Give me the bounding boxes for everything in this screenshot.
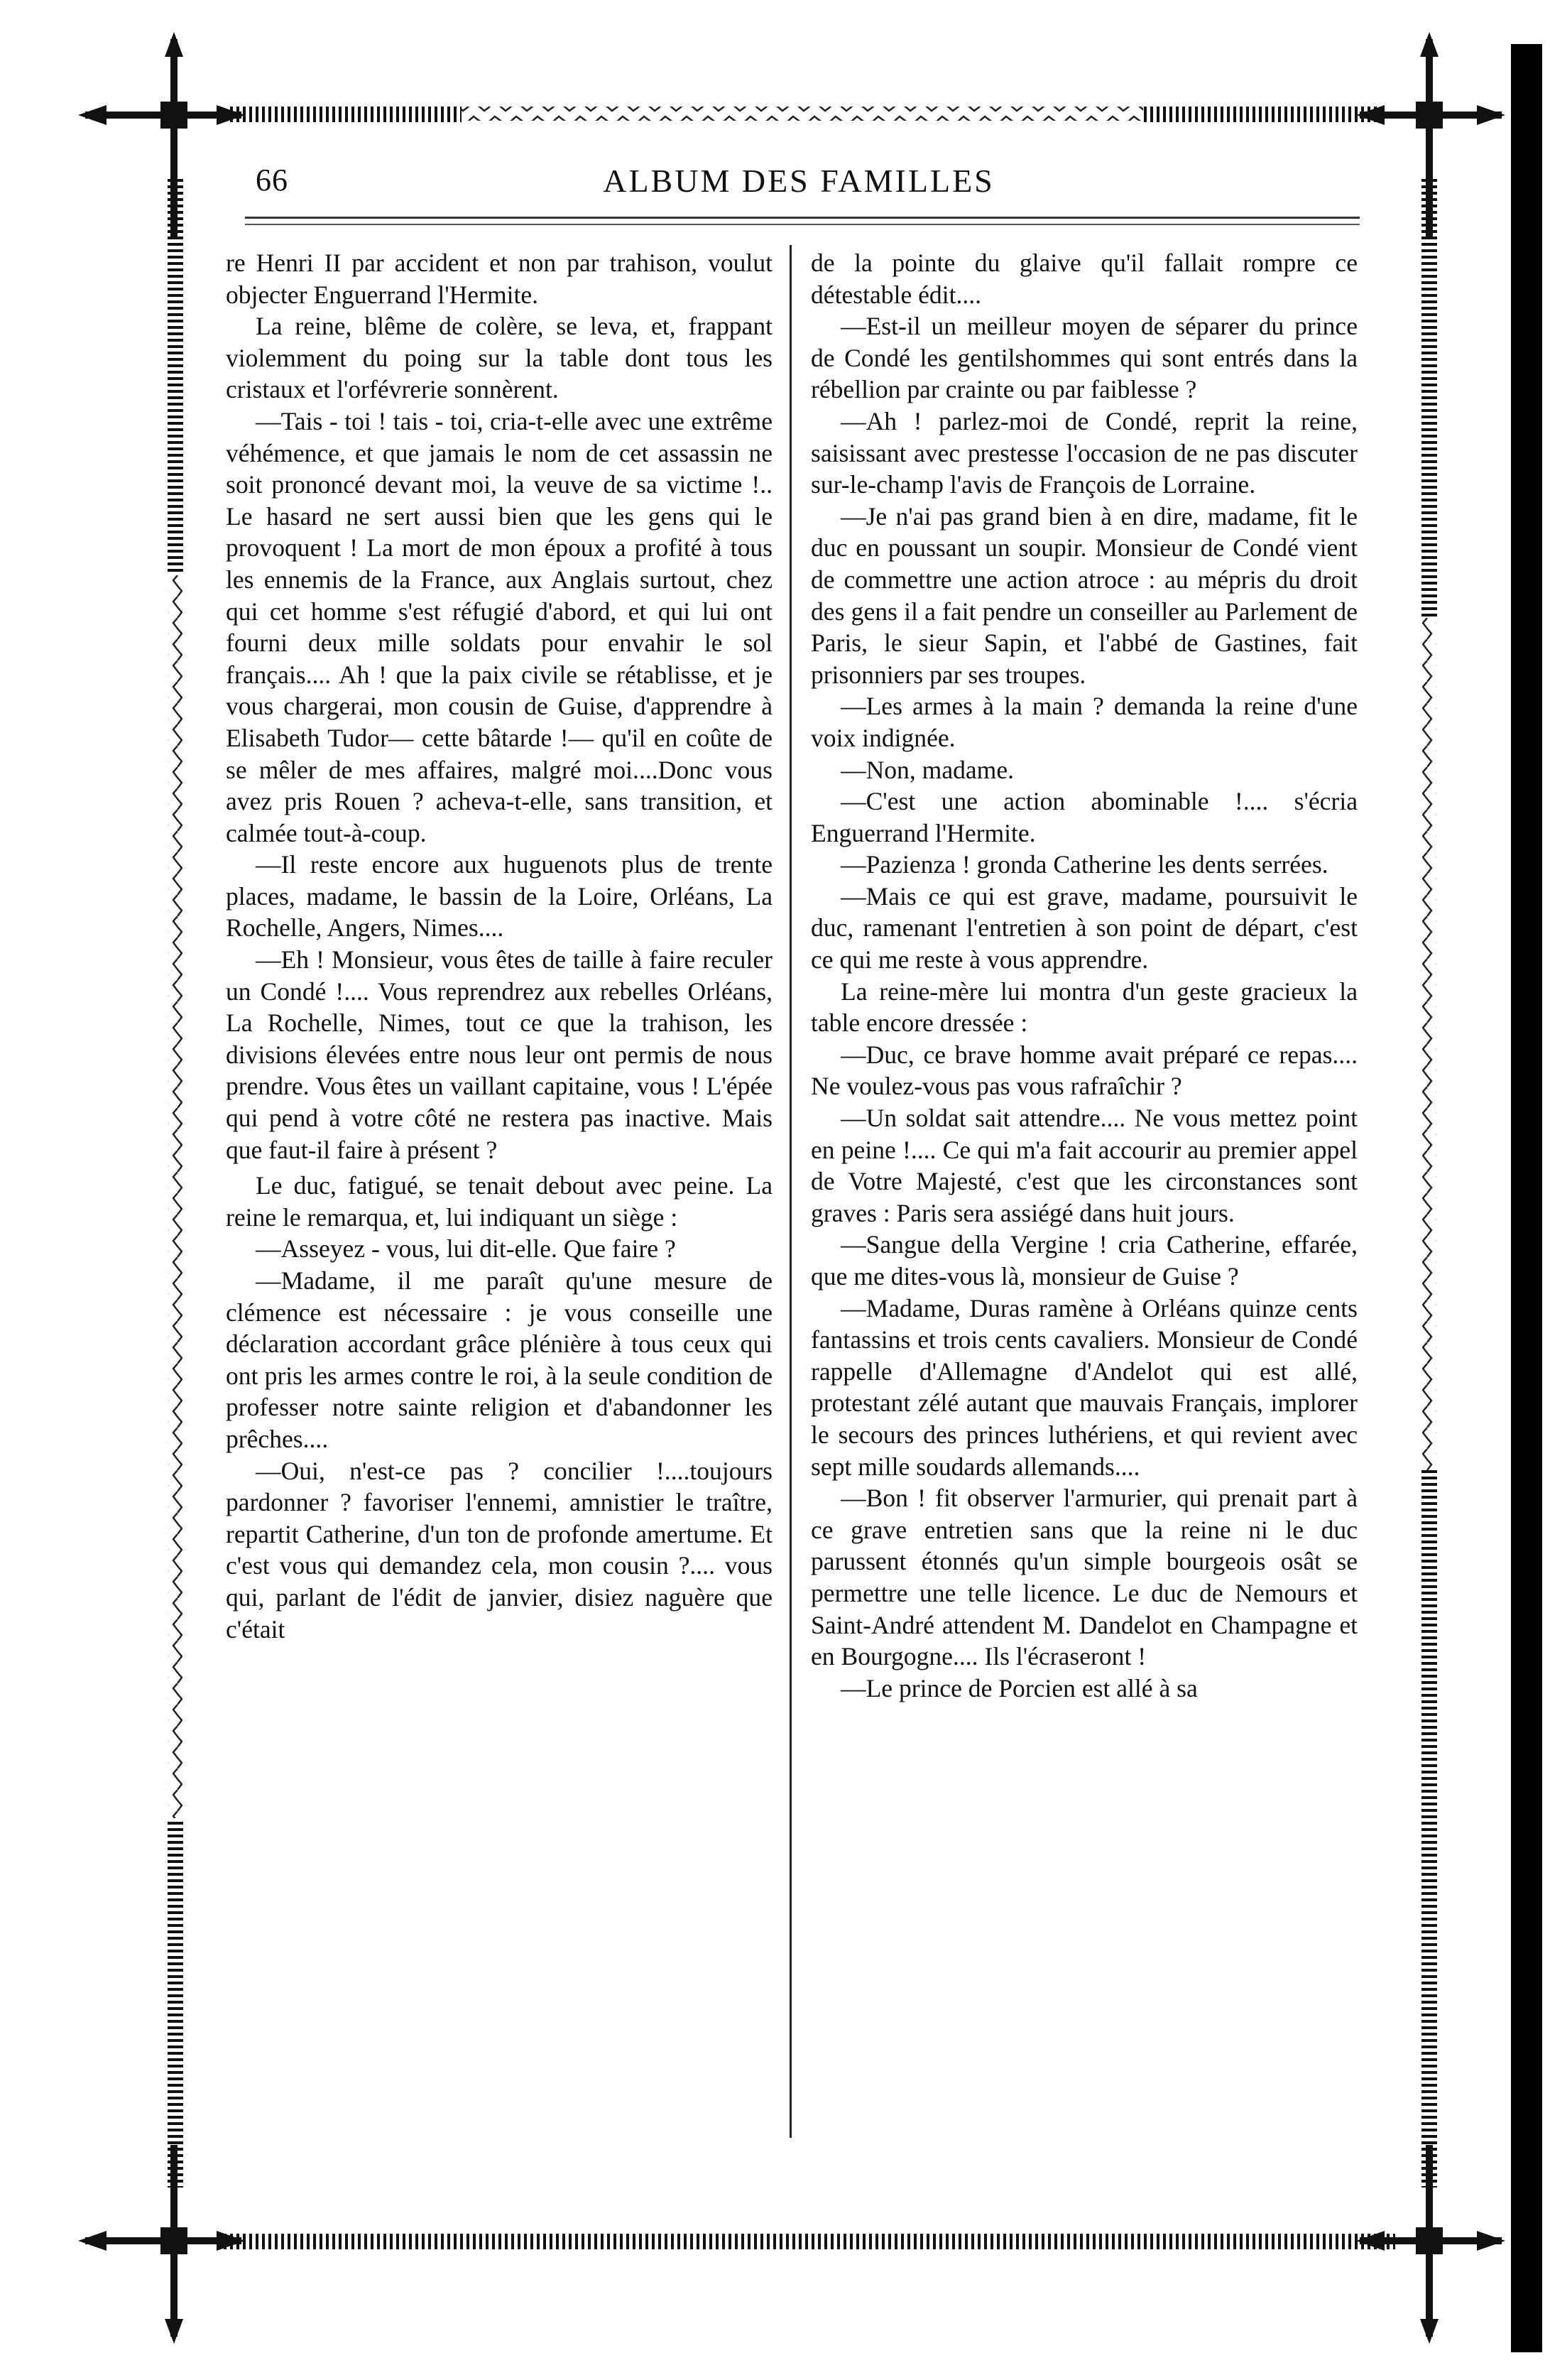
paragraph: —Tais - toi ! tais - toi, cria-t-elle avec une extrême véhémence, et que jamais le nom de cet assassin ne soit prononcé devant moi, la veuve de sa victime !.. Le hasard ne sert aussi bien que les gens qui le provoquent ! La mort de mon époux a profité à tous les ennemis de la France, aux Anglais surtout, chez qui cet homme s'est réfugié d'abord, et qui lui ont fourni deux mille soldats pour envahir le sol français.... Ah ! que la paix civile se rétablisse, et je vous chargerai, mon cousin de Guise, d'apprendre à Elisabeth Tudor— cette bâtarde !— qu'il en coûte de se mêler de mes affaires, malgré moi....Donc vous avez pris Rouen ? acheva-t-elle, sans transition, et calmée tout-à-coup. <box>226 406 773 847</box>
header-rule-thin <box>245 224 1360 225</box>
paragraph: —Un soldat sait attendre.... Ne vous mettez point en peine !.... Ce qui m'a fait accourir au premier appel de Votre Majesté, c'est que les circonstances sont graves : Paris sera assiégé dans huit jours. <box>811 1104 1358 1227</box>
paragraph: —Asseyez - vous, lui dit-elle. Que faire ? <box>256 1234 676 1264</box>
paragraph: —Est-il un meilleur moyen de séparer du prince de Condé les gentilshommes qui sont entrés dans la rébellion par crainte ou par faiblesse ? <box>811 312 1358 404</box>
paragraph: —Il reste encore aux huguenots plus de trente places, madame, le bassin de la Loire, Orléans, La Rochelle, Angers, Nimes.... <box>226 850 773 942</box>
paragraph: de la pointe du glaive qu'il fallait rompre ce détestable édit.... <box>811 249 1358 309</box>
text-column-left <box>226 247 773 2136</box>
paragraph: —Ah ! parlez-moi de Condé, reprit la reine, saisissant avec prestesse l'occasion de ne pas discuter sur-le-champ l'avis de François de Lorraine. <box>811 406 1358 499</box>
paragraph: —Non, madame. <box>841 755 1015 784</box>
header-rule <box>245 217 1360 219</box>
paragraph: —Sangue della Vergine ! cria Catherine, effarée, que me dites-vous là, monsieur de Guise ? <box>811 1230 1358 1290</box>
paragraph: —Madame, Duras ramène à Orléans quinze cents fantassins et trois cents cavaliers. Monsieur de Condé rappelle d'Allemagne d'Andelot qui est allé, protestant zélé autant que mauvais Français, implorer le secours des princes luthériens, et qui revient avec sept mille soudards allemands.... <box>811 1293 1358 1481</box>
paragraph: —Mais ce qui est grave, madame, poursuivit le duc, ramenant l'entretien à son point de départ, c'est ce qui me reste à vous apprendre. <box>811 881 1358 974</box>
paragraph: —Je n'ai pas grand bien à en dire, madame, fit le duc en poussant un soupir. Monsieur de Condé vient de commettre une action atroce : au mépris du droit des gens il a fait pendre un conseiller au Parlement de Paris, le sieur Sapin, et l'abbé de Gastines, fait prisonniers par ses troupes. <box>811 501 1358 689</box>
paragraph: —Eh ! Monsieur, vous êtes de taille à faire reculer un Condé !.... Vous reprendrez aux rebelles Orléans, La Rochelle, Nimes, tout ce que la trahison, les divisions élevées entre nous leur ont permis de nous prendre. Vous êtes un vaillant capitaine, vous ! L'épée qui pend à votre côté ne restera pas inactive. Mais que faut-il faire à présent ? <box>226 945 773 1164</box>
page-number: 66 <box>256 163 288 197</box>
paragraph: —Duc, ce brave homme avait préparé ce repas.... Ne voulez-vous pas vous rafraîchir ? <box>811 1040 1358 1101</box>
scan-edge-bar <box>1511 44 1542 2352</box>
paragraph: —Bon ! fit observer l'armurier, qui prenait part à ce grave entretien sans que la reine ni le duc parussent étonnés qu'un simple bourgeois osât se permettre une telle licence. Le duc de Nemours et Saint-André attendent M. Dandelot en Champagne et en Bourgogne.... Ils l'écraseront ! <box>811 1484 1358 1671</box>
corner-ornament-top-left <box>78 32 245 238</box>
text-column-right <box>811 247 1358 2136</box>
paragraph: La reine-mère lui montra d'un geste gracieux la table encore dressée : <box>811 977 1358 1038</box>
paragraph: re Henri II par accident et non par trahison, voulut objecter Enguerrand l'Hermite. <box>226 249 773 309</box>
paragraph: —C'est une action abominable !.... s'écria Enguerrand l'Hermite. <box>811 787 1358 847</box>
corner-ornament-bottom-left <box>78 2145 245 2344</box>
paragraph: —Oui, n'est-ce pas ? concilier !....toujours pardonner ? favoriser l'ennemi, amnistier le traître, repartit Catherine, d'un ton de profonde amertume. Et c'est vous qui demandez cela, mon cousin ?.... vous qui, parlant de l'édit de janvier, disiez naguère que c'était <box>226 1456 773 1643</box>
paragraph: —Pazienza ! gronda Catherine les dents serrées. <box>841 850 1328 879</box>
paragraph: —Les armes à la main ? demanda la reine d'une voix indignée. <box>811 692 1358 752</box>
paragraph: —Madame, il me paraît qu'une mesure de clémence est nécessaire : je vous conseille une déclaration accordant grâce plénière à tous ceux qui ont pris les armes contre le roi, à la seule condition de professer notre sainte religion et d'abandonner les prêches.... <box>226 1266 773 1453</box>
running-title: ALBUM DES FAMILLES <box>603 163 995 199</box>
paragraph: —Le prince de Porcien est allé à sa <box>841 1673 1198 1702</box>
corner-ornament-bottom-right <box>1356 2145 1505 2344</box>
paragraph: La reine, blême de colère, se leva, et, frappant violemment du poing sur la table dont tous les cristaux et l'orfévrerie sonnèrent. <box>226 312 773 404</box>
paragraph: Le duc, fatigué, se tenait debout avec peine. La reine le remarqua, et, lui indiquant un siège : <box>226 1171 773 1232</box>
corner-ornament-top-right <box>1356 32 1505 238</box>
page-header <box>234 162 1363 212</box>
column-divider <box>790 245 792 2138</box>
